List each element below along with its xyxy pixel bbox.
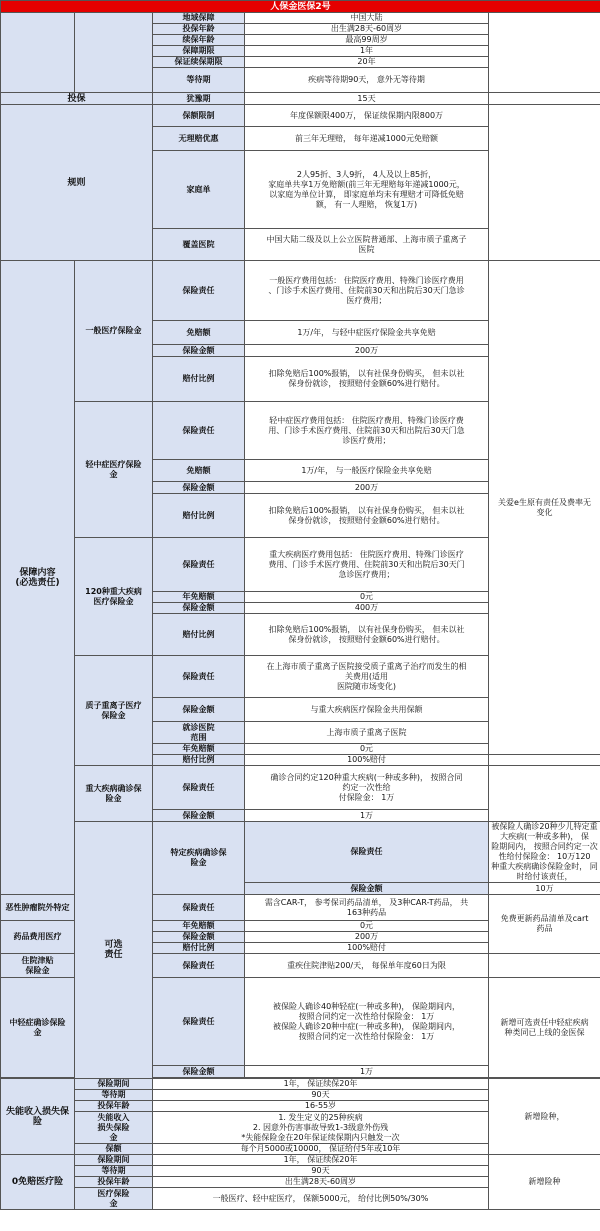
general-ratio-label: 赔付比例 — [153, 357, 245, 402]
income-period-label: 保险期间 — [75, 1079, 153, 1090]
guarantee-value: 20年 — [245, 57, 489, 68]
critical-liability-label: 保险责任 — [153, 538, 245, 592]
drug-ratio-value: 100%赔付 — [245, 943, 489, 954]
income-age-label: 投保年龄 — [75, 1101, 153, 1112]
proton-liability-label: 保险责任 — [153, 656, 245, 698]
cancer-liability-label: 保险责任 — [153, 895, 245, 921]
family-value: 2人95折、3人9折， 4人及以上85折， 家庭单共享1万免赔额(前三年无理赔每年递减1000元， 以家庭为单位计算， 即家庭单均未有理赔才可降低免赔 额， 有一人理赔， 恢复1万) — [245, 151, 489, 229]
hospital-label: 覆盖医院 — [153, 229, 245, 261]
insure-note — [489, 93, 600, 105]
proton-hospital-label: 就诊医院 范围 — [153, 722, 245, 744]
diagnosis-liability-label: 保险责任 — [153, 766, 245, 810]
proton-deductible-value: 0元 — [245, 744, 489, 755]
moderate-name: 中轻症确诊保险 金 — [1, 978, 75, 1078]
general-medical-name: 一般医疗保险金 — [75, 261, 153, 402]
critical-liability-value: 重大疾病医疗费用包括： 住院医疗费用、特殊门诊医疗 费用、门诊手术医疗费用、住院前30天和出院后30天门 急诊医疗费用； — [245, 538, 489, 592]
mild-liability-label: 保险责任 — [153, 402, 245, 460]
critical-ratio-label: 赔付比例 — [153, 614, 245, 656]
diagnosis-amount-label: 保险金额 — [153, 810, 245, 822]
zero-age-value: 出生满28天-60周岁 — [153, 1177, 489, 1188]
zero-waiting-label: 等待期 — [75, 1166, 153, 1177]
income-amount-label: 保额 — [75, 1144, 153, 1155]
cancer-name: 恶性肿瘤院外特定 — [1, 895, 75, 921]
income-benefit-label: 失能收入 损失保险 金 — [75, 1112, 153, 1144]
hospital-value: 中国大陆二级及以上公立医院普通部、上海市质子重离子 医院 — [245, 229, 489, 261]
zero-category: 0免赔医疗险 — [1, 1155, 75, 1210]
moderate-amount-value: 1万 — [245, 1066, 489, 1078]
mild-amount-label: 保险金额 — [153, 482, 245, 494]
basic-category — [1, 13, 75, 93]
coverage-note: 关爱e生原有责任及费率无 变化 — [489, 261, 600, 755]
proton-ratio-value: 100%赔付 — [245, 755, 489, 766]
specific-amount-label: 保险金额 — [245, 883, 489, 895]
drug-name: 药品费用医疗 — [1, 921, 75, 954]
general-deductible-label: 免赔额 — [153, 321, 245, 345]
mild-ratio-label: 赔付比例 — [153, 494, 245, 538]
drug-amount-value: 200万 — [245, 932, 489, 943]
basic-note — [489, 13, 600, 93]
critical-amount-value: 400万 — [245, 603, 489, 614]
zero-benefit-value: 一般医疗、轻中症医疗， 保额5000元， 给付比例50%/30% — [153, 1188, 489, 1210]
cancer-deductible-value: 0元 — [245, 921, 489, 932]
waiting-label: 等待期 — [153, 68, 245, 93]
mild-deductible-label: 免赔额 — [153, 460, 245, 482]
renew-age-label: 续保年龄 — [153, 35, 245, 46]
zero-waiting-value: 90天 — [153, 1166, 489, 1177]
age-label: 投保年龄 — [153, 24, 245, 35]
region-value: 中国大陆 — [245, 13, 489, 24]
proton-name: 质子重离子医疗 保险金 — [75, 656, 153, 766]
rules-note — [489, 105, 600, 261]
specific-liability-label: 保险责任 — [245, 822, 489, 883]
income-age-value: 16-55岁 — [153, 1101, 489, 1112]
hesitation-label: 犹豫期 — [153, 93, 245, 105]
limit-label: 保额限制 — [153, 105, 245, 127]
general-liability-label: 保险责任 — [153, 261, 245, 321]
region-label: 地域保障 — [153, 13, 245, 24]
term-value: 1年 — [245, 46, 489, 57]
proton-hospital-value: 上海市质子重离子医院 — [245, 722, 489, 744]
hesitation-value: 15天 — [245, 93, 489, 105]
moderate-liability-label: 保险责任 — [153, 978, 245, 1066]
cancer-liability-value: 需含CAR-T， 参考保司药品清单， 及3种CAR-T药品， 共 163种药品 — [245, 895, 489, 921]
general-amount-value: 200万 — [245, 345, 489, 357]
drug-amount-label: 保险金额 — [153, 932, 245, 943]
mild-medical-name: 轻中症医疗保险 金 — [75, 402, 153, 538]
zero-period-label: 保险期间 — [75, 1155, 153, 1166]
allowance-name: 住院津贴 保险金 — [1, 954, 75, 978]
age-value: 出生满28天-60周岁 — [245, 24, 489, 35]
critical-deductible-value: 0元 — [245, 592, 489, 603]
moderate-amount-label: 保险金额 — [153, 1066, 245, 1078]
proton-amount-value: 与重大疾病医疗保险金共用保额 — [245, 698, 489, 722]
general-amount-label: 保险金额 — [153, 345, 245, 357]
coverage-category: 保障内容 (必选责任) — [1, 261, 75, 895]
zero-period-value: 1年， 保证续保20年 — [153, 1155, 489, 1166]
moderate-note: 新增可选责任中轻症疾病 种类同已上线的金医保 — [489, 978, 600, 1078]
income-amount-value: 每个月5000或10000， 保证给付5年或10年 — [153, 1144, 489, 1155]
diagnosis-liability-value: 确诊合同约定120种重大疾病(一种或多种)， 按照合同 约定一次性给 付保险金： 1万 — [245, 766, 489, 810]
critical-deductible-label: 年免赔额 — [153, 592, 245, 603]
allowance-note — [489, 954, 600, 978]
no-claim-value: 前三年无理赔， 每年递减1000元免赔额 — [245, 127, 489, 151]
guarantee-label: 保证续保期限 — [153, 57, 245, 68]
critical-amount-label: 保险金额 — [153, 603, 245, 614]
income-period-value: 1年， 保证续保20年 — [153, 1079, 489, 1090]
zero-note: 新增险种 — [489, 1155, 600, 1210]
general-deductible-value: 1万/年， 与轻中症医疗保险金共享免赔 — [245, 321, 489, 345]
limit-value: 年度保额限400万， 保证续保期内限800万 — [245, 105, 489, 127]
income-benefit-value: 1. 发生定义的25种疾病 2. 因意外伤害事故导致1-3级意外伤残 *失能保险金在20年保证续保期内只触发一次 — [153, 1112, 489, 1144]
allowance-liability-value: 重疾住院津贴200/天， 每保单年度60日为限 — [245, 954, 489, 978]
critical-medical-name: 120种重大疾病 医疗保险金 — [75, 538, 153, 656]
mild-deductible-value: 1万/年， 与一般医疗保险金共享免赔 — [245, 460, 489, 482]
drug-ratio-label: 赔付比例 — [153, 943, 245, 954]
specific-amount-value: 10万 — [489, 883, 600, 895]
allowance-liability-label: 保险责任 — [153, 954, 245, 978]
no-claim-label: 无理赔优惠 — [153, 127, 245, 151]
mild-ratio-value: 扣除免赔后100%报销， 以有社保身份购买， 但未以社 保身份就诊， 按照赔付金额60%进行赔付。 — [245, 494, 489, 538]
proton-liability-value: 在上海市质子重离子医院接受质子重离子治疗而发生的相 关费用(适用 医院随市场变化) — [245, 656, 489, 698]
income-category: 失能收入损失保 险 — [1, 1079, 75, 1155]
zero-benefit-label: 医疗保险 金 — [75, 1188, 153, 1210]
mild-liability-value: 轻中症医疗费用包括： 住院医疗费用、特殊门诊医疗费 用、门诊手术医疗费用、住院前30天和出院后30天门急 诊医疗费用； — [245, 402, 489, 460]
cancer-note: 免费更新药品清单及cart 药品 — [489, 895, 600, 954]
proton-deductible-label: 年免赔额 — [153, 744, 245, 755]
optional-category: 可选 责任 — [75, 822, 153, 1079]
general-ratio-value: 扣除免赔后100%报销， 以有社保身份购买， 但未以社 保身份就诊， 按照赔付金额60%进行赔付。 — [245, 357, 489, 402]
term-label: 保障期限 — [153, 46, 245, 57]
income-waiting-label: 等待期 — [75, 1090, 153, 1101]
zero-age-label: 投保年龄 — [75, 1177, 153, 1188]
renew-age-value: 最高99周岁 — [245, 35, 489, 46]
income-note: 新增险种， — [489, 1079, 600, 1155]
proton-ratio-label: 赔付比例 — [153, 755, 245, 766]
income-waiting-value: 90天 — [153, 1090, 489, 1101]
basic-subcategory — [75, 13, 153, 93]
general-liability-value: 一般医疗费用包括： 住院医疗费用、特殊门诊医疗费用 、门诊手术医疗费用、住院前30天和出院后30天门急诊 医疗费用； — [245, 261, 489, 321]
moderate-liability-value: 被保险人确诊40种轻症(一种或多种)， 保险期间内， 按照合同约定一次性给付保险金： 1万 被保险人确诊20种中症(一种或多种)， 保险期间内， 按照合同约定一次性给付保险金： 1万 — [245, 978, 489, 1066]
critical-ratio-value: 扣除免赔后100%报销， 以有社保身份购买， 但未以社 保身份就诊， 按照赔付金额60%进行赔付。 — [245, 614, 489, 656]
family-label: 家庭单 — [153, 151, 245, 229]
insure-category: 投保 — [1, 93, 153, 105]
page-title: 人保金医保2号 — [1, 1, 600, 13]
diagnosis-amount-value: 1万 — [245, 810, 489, 822]
specific-liability-value: 被保险人确诊20种少儿特定重大疾病(一种或多种)， 保 险期间内， 按照合同约定一次性给付保险金： 10万120 种重大疾病确诊保险金时， 同时给付该责任， — [489, 822, 600, 883]
specific-disease-name: 特定疾病确诊保 险金 — [153, 822, 245, 895]
diagnosis-note — [489, 766, 600, 822]
proton-amount-label: 保险金额 — [153, 698, 245, 722]
rules-category: 规则 — [1, 105, 153, 261]
waiting-value: 疾病等待期90天， 意外无等待期 — [245, 68, 489, 93]
mild-amount-value: 200万 — [245, 482, 489, 494]
diagnosis-name: 重大疾病确诊保 险金 — [75, 766, 153, 822]
cancer-deductible-label: 年免赔额 — [153, 921, 245, 932]
